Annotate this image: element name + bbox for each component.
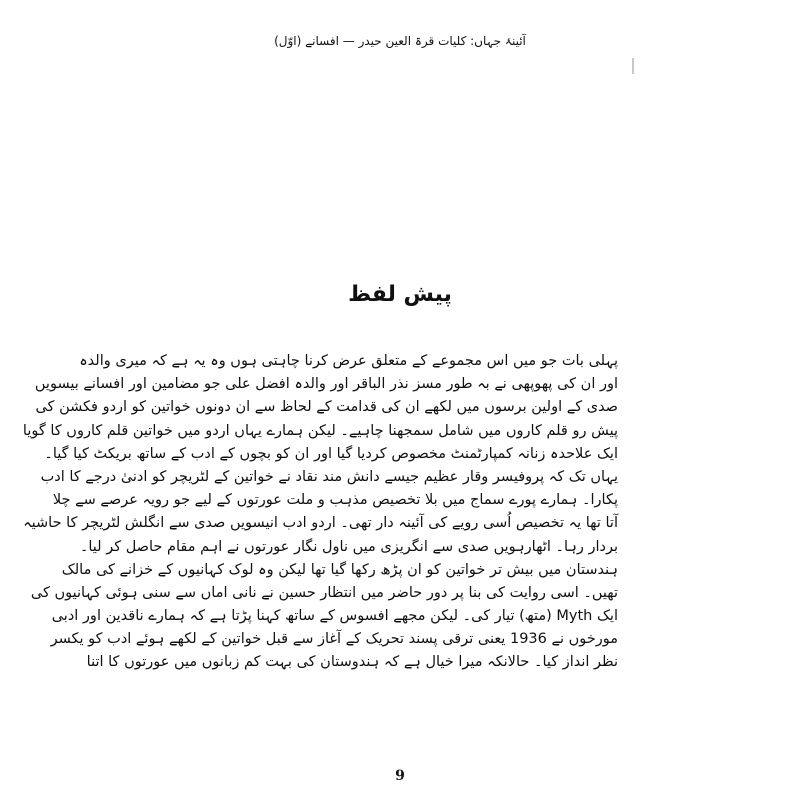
text-line: مورخوں نے 1936 یعنی ترقی پسند تحریک کے آغاز سے قبل خواتین کے لکھے ہوئے ادب کو یکسر [50, 631, 618, 648]
body-text [22, 350, 618, 675]
scan-edge-mark [632, 58, 634, 74]
page-number: 9 [395, 768, 405, 784]
text-line: اور ان کی پھوپھی نے بہ طور مسز نذر الباقر اور والدہ افضل علی جو مضامین اور افسانے بیسویں [34, 376, 618, 393]
text-line: نظر انداز کیا۔ حالانکہ میرا خیال ہے کہ ہندوستان کی بہت کم زبانوں میں عورتوں کا اتنا [86, 654, 618, 671]
text-line: صدی کے اولین برسوں میں لکھے ان کی قدامت کے لحاظ سے ان دونوں خواتین کو اردو فکشن کی [35, 399, 618, 416]
text-line: آتا تھا یہ تخصیص اُسی رویے کی آئینہ دار تھی۔ اردو ادب انیسویں صدی سے انگلش لٹریچر کا حاشیہ [23, 515, 618, 532]
text-line: پہلی بات جو میں اس مجموعے کے متعلق عرض کرنا چاہتی ہوں وہ یہ ہے کہ میری والدہ [79, 353, 618, 369]
running-header: آئینۂ جہاں: کلیات قرۃ العین حیدر — افسانے (اوّل) [274, 34, 526, 48]
text-line: پیش رو قلم کاروں میں شامل سمجھنا چاہیے۔ لیکن ہمارے یہاں اردو میں خواتین قلم کاروں کا گویا [22, 422, 618, 439]
text-line: بردار رہا۔ اٹھارہویں صدی سے انگریزی میں ناول نگار عورتوں نے اہم مقام حاصل کر لیا۔ [79, 538, 618, 555]
text-line: یہاں تک کہ پروفیسر وقار عظیم جیسے دانش مند نقاد نے خواتین کے لٹریچر کو ادنیٰ درجے کا ادب [40, 468, 618, 485]
text-line: ایک علاحدہ زنانہ کمپارٹمنٹ مخصوص کردیا گیا اور ان کو بچوں کے ادب کے ساتھ بریکٹ کیا گیا۔ [44, 445, 618, 462]
text-line: پکارا۔ ہمارے پورے سماج میں بلا تخصیص مذہب و ملت عورتوں کے لیے جو رویہ عرصے سے چلا [52, 492, 618, 509]
text-line: تھیں۔ اسی روایت کی بنا پر دور حاضر میں انتظار حسین نے نانی اماں سے سنی ہوئی کہانیوں کی [30, 584, 618, 601]
text-line: ایک Myth (متھ) تیار کی۔ لیکن مجھے افسوس کے ساتھ کہنا پڑتا ہے کہ ہمارے ناقدین اور ادبی [51, 608, 618, 625]
text-line: ہندستان میں بیش تر خواتین کو ان پڑھ رکھا گیا تھا لیکن وہ لوک کہانیوں کے خزانے کی مالک [61, 561, 618, 578]
chapter-title: پیش لفظ [348, 282, 452, 307]
